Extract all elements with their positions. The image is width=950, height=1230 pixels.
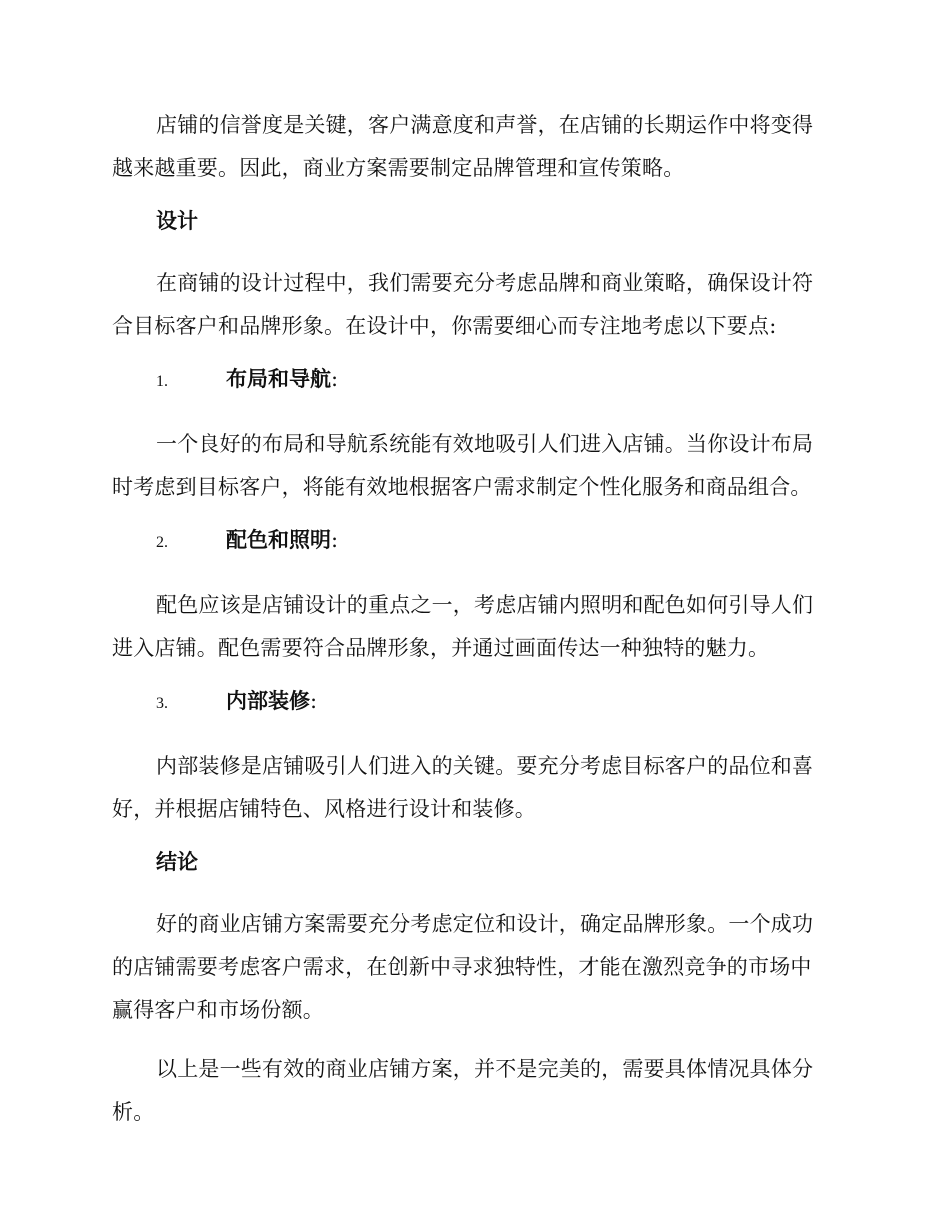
paragraph-layout: 一个良好的布局和导航系统能有效地吸引人们进入店铺。当你设计布局时考虑到目标客户，将能有效地根据客户需求制定个性化服务和商品组合。 <box>112 432 814 499</box>
document-page <box>112 104 832 1150</box>
paragraph-interior: 内部装修是店铺吸引人们进入的关键。要充分考虑目标客户的品位和喜好，并根据店铺特色、风格进行设计和装修。 <box>112 754 814 821</box>
list-title: 配色和照明 <box>226 527 331 552</box>
paragraph-conclusion: 好的商业店铺方案需要充分考虑定位和设计，确定品牌形象。一个成功的店铺需要考虑客户需求，在创新中寻求独特性，才能在激烈竞争的市场中赢得客户和市场份额。 <box>112 912 814 1022</box>
heading-conclusion: 结论 <box>156 849 198 874</box>
list-colon: : <box>331 528 339 552</box>
list-number: 1. <box>156 373 168 390</box>
list-title: 布局和导航 <box>226 366 331 391</box>
paragraph-reputation: 店铺的信誉度是关键，客户满意度和声誉，在店铺的长期运作中将变得越来越重要。因此，商业方案需要制定品牌管理和宣传策略。 <box>112 113 814 180</box>
list-number: 2. <box>156 534 168 551</box>
list-item-interior <box>156 686 832 719</box>
list-item-color-lighting <box>156 525 832 558</box>
list-colon: : <box>310 689 318 713</box>
list-item-layout <box>156 364 832 397</box>
list-item-heading <box>226 364 338 394</box>
paragraph-color-lighting: 配色应该是店铺设计的重点之一，考虑店铺内照明和配色如何引导人们进入店铺。配色需要符合品牌形象，并通过画面传达一种独特的魅力。 <box>112 593 814 660</box>
list-number: 3. <box>156 695 168 712</box>
list-item-heading <box>226 525 338 555</box>
paragraph-closing: 以上是一些有效的商业店铺方案，并不是完美的，需要具体情况具体分析。 <box>112 1057 814 1124</box>
heading-design: 设计 <box>156 208 198 233</box>
list-title: 内部装修 <box>226 688 310 713</box>
list-colon: : <box>331 367 339 391</box>
list-item-heading <box>226 686 317 716</box>
paragraph-design-intro: 在商铺的设计过程中，我们需要充分考虑品牌和商业策略，确保设计符合目标客户和品牌形象。在设计中，你需要细心而专注地考虑以下要点: <box>112 271 814 338</box>
